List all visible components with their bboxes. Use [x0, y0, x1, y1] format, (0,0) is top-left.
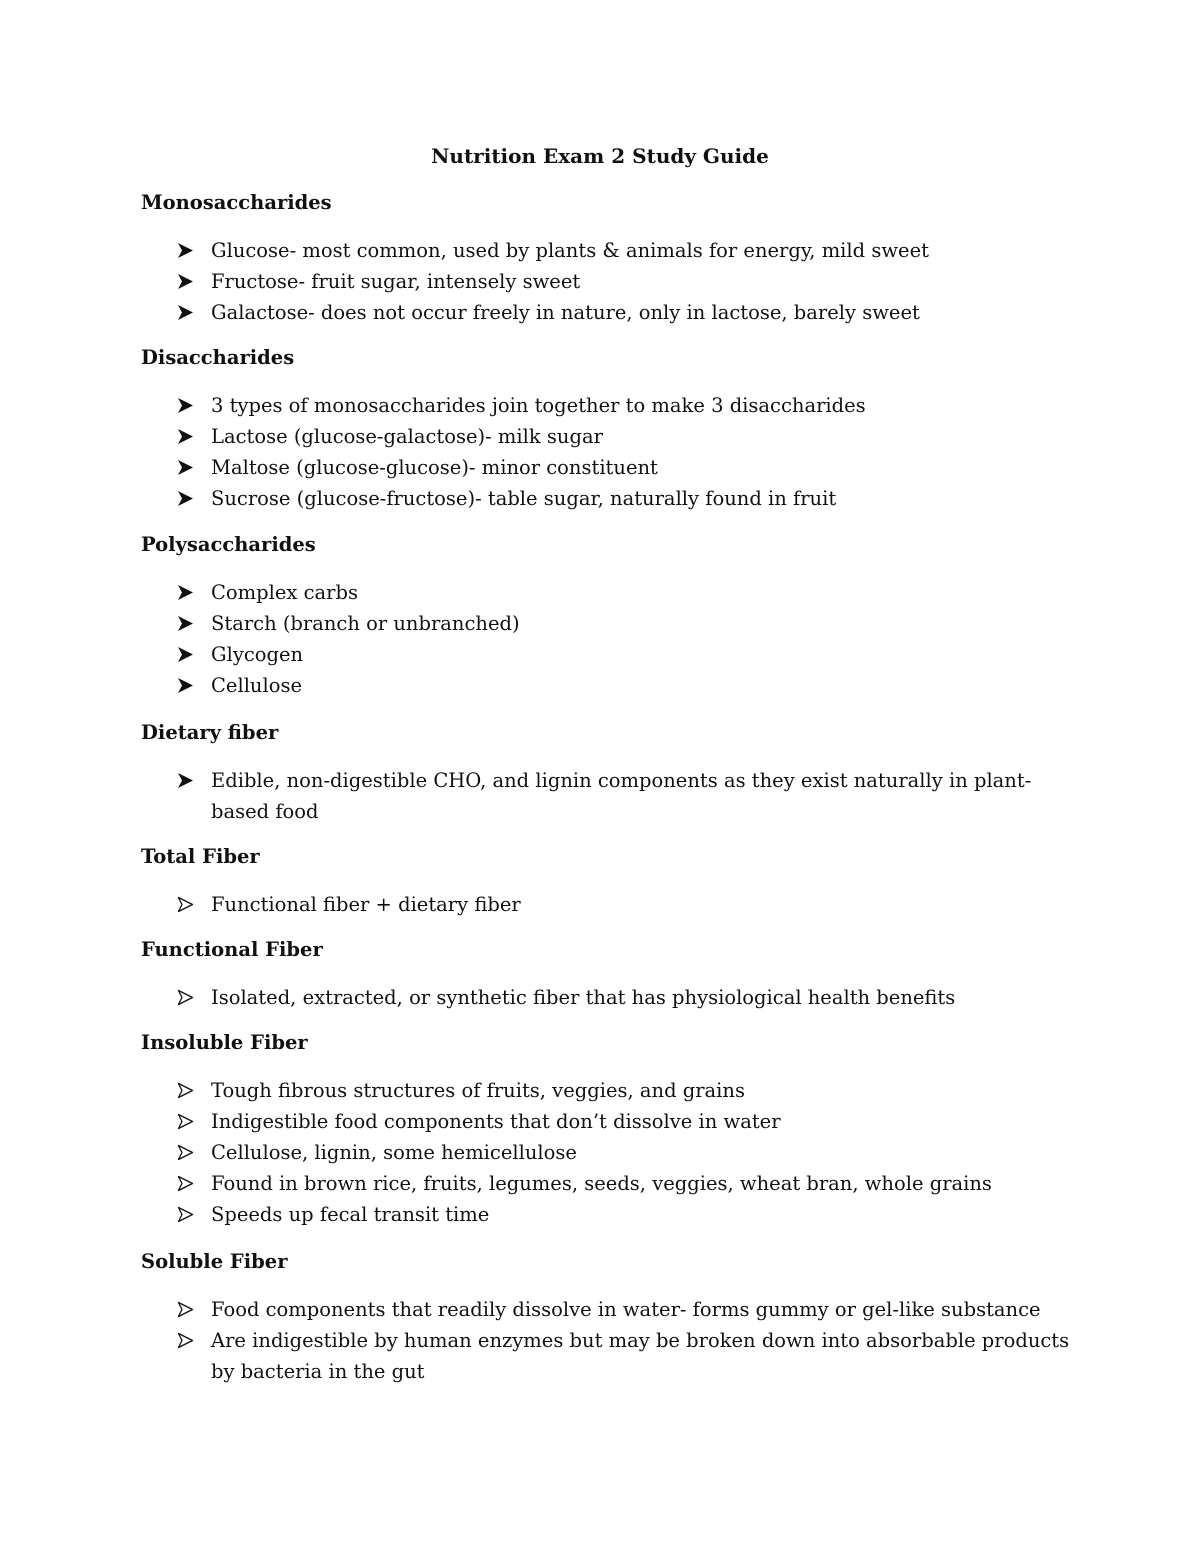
list-item-text: Starch (branch or unbranched) — [211, 612, 520, 635]
section-total-fiber — [141, 843, 1081, 920]
filled-arrow-icon — [177, 615, 194, 632]
list-item — [141, 421, 1081, 452]
list-item — [141, 608, 1081, 639]
bullet-list — [141, 1294, 1081, 1387]
section-heading: Monosaccharides — [141, 191, 332, 214]
list-item-text: Sucrose (glucose-fructose)- table sugar, naturally found in fruit — [211, 487, 837, 510]
filled-arrow-icon — [177, 772, 194, 789]
list-item — [141, 452, 1081, 483]
section-heading: Soluble Fiber — [141, 1250, 288, 1273]
outline-arrow-icon — [177, 1301, 194, 1318]
list-item-text: Glucose- most common, used by plants & animals for energy, mild sweet — [211, 239, 929, 262]
filled-arrow-icon — [177, 273, 194, 290]
list-item — [141, 266, 1081, 297]
list-item — [141, 1294, 1081, 1325]
filled-arrow-icon — [177, 304, 194, 321]
outline-arrow-icon — [177, 1332, 194, 1349]
list-item — [141, 577, 1081, 608]
list-item — [141, 765, 1081, 827]
section-heading: Polysaccharides — [141, 533, 316, 556]
list-item — [141, 483, 1081, 514]
section-functional-fiber — [141, 936, 1081, 1013]
list-item — [141, 639, 1081, 670]
list-item-text: Found in brown rice, fruits, legumes, seeds, veggies, wheat bran, whole grains — [211, 1172, 992, 1195]
bullet-list — [141, 577, 1081, 701]
section-heading: Disaccharides — [141, 346, 295, 369]
section-soluble-fiber — [141, 1248, 1081, 1387]
section-heading: Total Fiber — [141, 845, 260, 868]
bullet-list — [141, 982, 1081, 1013]
filled-arrow-icon — [177, 584, 194, 601]
bullet-list — [141, 235, 1081, 328]
outline-arrow-icon — [177, 1175, 194, 1192]
list-item — [141, 1106, 1081, 1137]
list-item-text: Cellulose — [211, 674, 303, 697]
list-item-text: Cellulose, lignin, some hemicellulose — [211, 1141, 577, 1164]
list-item — [141, 1199, 1081, 1230]
list-item — [141, 1168, 1081, 1199]
filled-arrow-icon — [177, 397, 194, 414]
list-item — [141, 889, 1081, 920]
list-item-text: Fructose- fruit sugar, intensely sweet — [211, 270, 581, 293]
outline-arrow-icon — [177, 1082, 194, 1099]
outline-arrow-icon — [177, 989, 194, 1006]
list-item-text: Are indigestible by human enzymes but may be broken down into absorbable products by bacteria in the gut — [211, 1329, 1070, 1383]
list-item-text: Isolated, extracted, or synthetic fiber that has physiological health benefits — [211, 986, 956, 1009]
list-item-text: Glycogen — [211, 643, 304, 666]
section-heading: Functional Fiber — [141, 938, 323, 961]
outline-arrow-icon — [177, 1206, 194, 1223]
section-insoluble-fiber — [141, 1029, 1081, 1230]
bullet-list — [141, 1075, 1081, 1230]
filled-arrow-icon — [177, 428, 194, 445]
section-polysaccharides — [141, 531, 1081, 701]
list-item — [141, 390, 1081, 421]
list-item — [141, 670, 1081, 701]
list-item-text: Speeds up fecal transit time — [211, 1203, 490, 1226]
list-item — [141, 235, 1081, 266]
list-item-text: Tough fibrous structures of fruits, veggies, and grains — [211, 1079, 745, 1102]
list-item — [141, 1325, 1081, 1387]
filled-arrow-icon — [177, 677, 194, 694]
section-disaccharides — [141, 344, 1081, 514]
bullet-list — [141, 889, 1081, 920]
list-item — [141, 1137, 1081, 1168]
bullet-list — [141, 765, 1081, 827]
list-item-text: Food components that readily dissolve in water- forms gummy or gel-like substance — [211, 1298, 1041, 1321]
list-item-text: Complex carbs — [211, 581, 358, 604]
list-item-text: Edible, non-digestible CHO, and lignin components as they exist naturally in plant-based food — [211, 769, 1032, 823]
bullet-list — [141, 390, 1081, 514]
list-item-text: Functional fiber + dietary fiber — [211, 893, 521, 916]
list-item-text: Galactose- does not occur freely in nature, only in lactose, barely sweet — [211, 301, 920, 324]
filled-arrow-icon — [177, 646, 194, 663]
list-item-text: Indigestible food components that don’t dissolve in water — [211, 1110, 781, 1133]
list-item — [141, 297, 1081, 328]
outline-arrow-icon — [177, 1144, 194, 1161]
section-heading: Insoluble Fiber — [141, 1031, 308, 1054]
filled-arrow-icon — [177, 459, 194, 476]
list-item-text: 3 types of monosaccharides join together to make 3 disaccharides — [211, 394, 866, 417]
list-item — [141, 982, 1081, 1013]
list-item — [141, 1075, 1081, 1106]
filled-arrow-icon — [177, 490, 194, 507]
list-item-text: Lactose (glucose-galactose)- milk sugar — [211, 425, 603, 448]
section-monosaccharides — [141, 189, 1081, 328]
outline-arrow-icon — [177, 896, 194, 913]
list-item-text: Maltose (glucose-glucose)- minor constituent — [211, 456, 658, 479]
section-heading: Dietary fiber — [141, 721, 279, 744]
outline-arrow-icon — [177, 1113, 194, 1130]
section-dietary-fiber — [141, 719, 1081, 827]
page-title: Nutrition Exam 2 Study Guide — [431, 144, 769, 168]
filled-arrow-icon — [177, 242, 194, 259]
